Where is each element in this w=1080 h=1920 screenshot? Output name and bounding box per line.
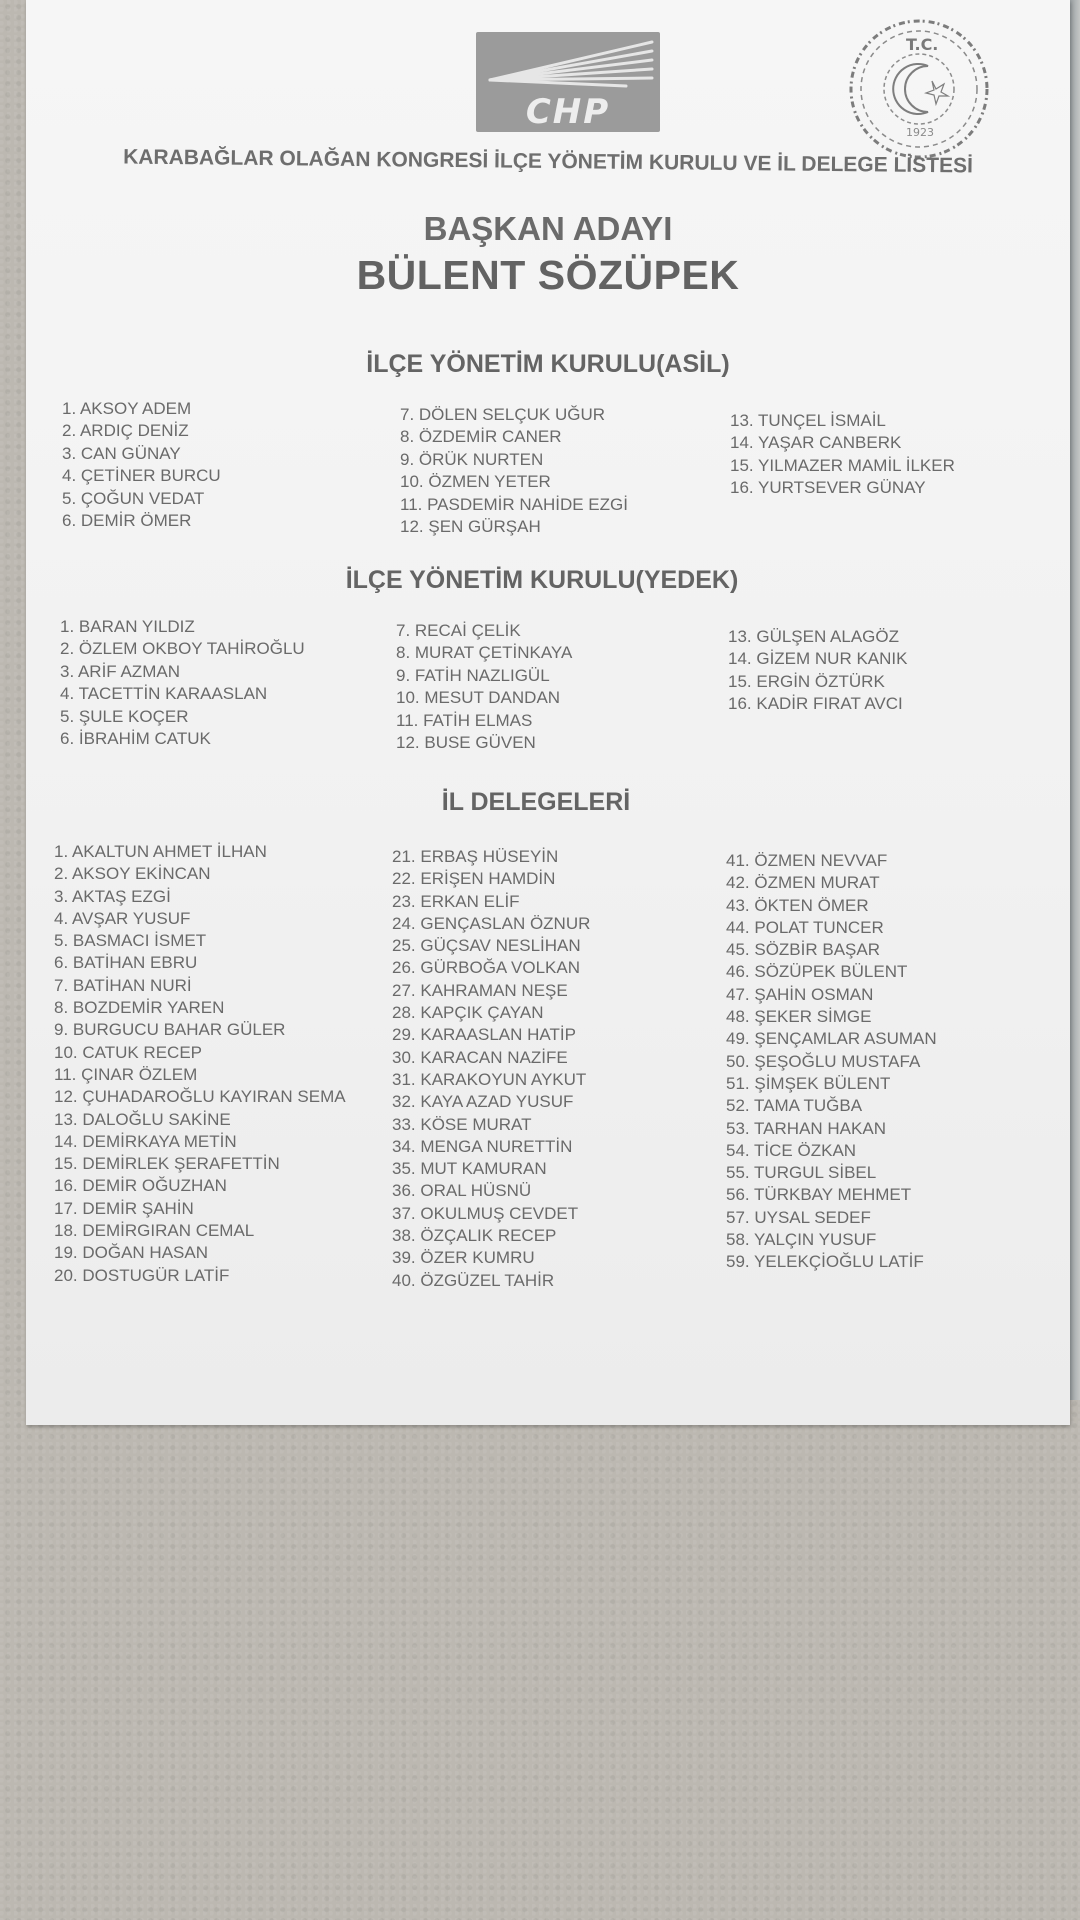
list-item: 30. KARACAN NAZİFE xyxy=(392,1047,568,1067)
list-item: 52. TAMA TUĞBA xyxy=(726,1096,863,1116)
list-item: 54. TİCE ÖZKAN xyxy=(726,1140,857,1160)
list-item: 6. DEMİR ÖMER xyxy=(62,511,192,531)
list-column xyxy=(54,841,346,1287)
list-item: 32. KAYA AZAD YUSUF xyxy=(392,1092,574,1112)
list-item: 43. ÖKTEN ÖMER xyxy=(726,895,869,915)
list-item: 42. ÖZMEN MURAT xyxy=(726,873,880,893)
stamp-text: T.C. xyxy=(906,35,939,54)
list-item: 50. ŞEŞOĞLU MUSTAFA xyxy=(726,1051,921,1071)
list-item: 11. ÇINAR ÖZLEM xyxy=(54,1064,198,1084)
svg-text:1923: 1923 xyxy=(906,126,934,139)
section-title-asil: İLÇE YÖNETİM KURULU(ASİL) xyxy=(366,350,730,378)
paper-sheet xyxy=(26,0,1070,1425)
list-item: 44. POLAT TUNCER xyxy=(726,917,884,937)
list-item: 28. KAPÇIK ÇAYAN xyxy=(392,1003,544,1023)
list-item: 17. DEMİR ŞAHİN xyxy=(54,1198,194,1218)
list-item: 4. ÇETİNER BURCU xyxy=(62,466,221,486)
list-item: 3. ARİF AZMAN xyxy=(60,661,180,681)
candidate-label: BAŞKAN ADAYI xyxy=(423,210,673,247)
list-item: 45. SÖZBİR BAŞAR xyxy=(726,940,880,960)
list-item: 15. YILMAZER MAMİL İLKER xyxy=(730,455,955,475)
list-item: 58. YALÇIN YUSUF xyxy=(726,1230,877,1250)
logo-text: CHP xyxy=(525,92,611,132)
list-item: 1. AKSOY ADEM xyxy=(62,399,192,418)
list-item: 6. BATİHAN EBRU xyxy=(54,953,198,973)
list-item: 40. ÖZGÜZEL TAHİR xyxy=(392,1270,555,1290)
list-item: 18. DEMİRGIRAN CEMAL xyxy=(54,1221,255,1241)
list-item: 21. ERBAŞ HÜSEYİN xyxy=(392,847,559,866)
list-item: 22. ERİŞEN HAMDİN xyxy=(392,869,556,889)
list-item: 20. DOSTUGÜR LATİF xyxy=(54,1265,230,1285)
chp-logo xyxy=(476,32,660,132)
list-item: 10. MESUT DANDAN xyxy=(396,688,561,708)
list-item: 37. OKULMUŞ CEVDET xyxy=(392,1203,579,1223)
list-item: 8. BOZDEMİR YAREN xyxy=(54,998,225,1018)
list-item: 31. KARAKOYUN AYKUT xyxy=(392,1069,587,1089)
list-column xyxy=(726,850,937,1274)
list-item: 8. ÖZDEMİR CANER xyxy=(400,427,562,447)
list-item: 4. TACETTİN KARAASLAN xyxy=(60,684,268,704)
list-item: 49. ŞENÇAMLAR ASUMAN xyxy=(726,1029,937,1049)
list-item: 1. AKALTUN AHMET İLHAN xyxy=(54,842,267,861)
list-item: 2. AKSOY EKİNCAN xyxy=(54,864,211,884)
list-item: 33. KÖSE MURAT xyxy=(392,1114,532,1134)
list-item: 2. ÖZLEM OKBOY TAHİROĞLU xyxy=(60,639,305,659)
paper-edge xyxy=(1070,0,1080,1400)
list-item: 9. ÖRÜK NURTEN xyxy=(400,449,544,469)
list-item: 7. BATİHAN NURİ xyxy=(54,975,192,995)
document-subtitle: KARABAĞLAR OLAĞAN KONGRESİ İLÇE YÖNETİM KURULU VE İL DELEGE LİSTESİ xyxy=(123,145,973,178)
list-item: 5. BASMACI İSMET xyxy=(54,931,207,951)
list-column xyxy=(396,620,572,754)
list-item: 48. ŞEKER SİMGE xyxy=(726,1007,872,1027)
list-item: 1. BARAN YILDIZ xyxy=(60,617,195,636)
list-item: 25. GÜÇSAV NESLİHAN xyxy=(392,936,581,956)
list-item: 46. SÖZÜPEK BÜLENT xyxy=(726,962,908,982)
list-item: 23. ERKAN ELİF xyxy=(392,891,520,911)
list-item: 59. YELEKÇİOĞLU LATİF xyxy=(726,1252,924,1272)
list-item: 6. İBRAHİM CATUK xyxy=(60,729,211,749)
list-item: 55. TURGUL SİBEL xyxy=(726,1163,877,1183)
list-item: 16. YURTSEVER GÜNAY xyxy=(730,478,926,498)
list-item: 35. MUT KAMURAN xyxy=(392,1159,547,1179)
list-item: 8. MURAT ÇETİNKAYA xyxy=(396,643,573,663)
list-item: 16. DEMİR OĞUZHAN xyxy=(54,1176,227,1196)
list-item: 16. KADİR FIRAT AVCI xyxy=(728,694,903,714)
list-item: 7. DÖLEN SELÇUK UĞUR xyxy=(400,405,605,424)
list-item: 36. ORAL HÜSNÜ xyxy=(392,1181,532,1201)
list-item: 5. ÇOĞUN VEDAT xyxy=(62,488,205,508)
list-item: 10. CATUK RECEP xyxy=(54,1042,203,1062)
list-item: 2. ARDIÇ DENİZ xyxy=(62,421,189,441)
list-item: 3. AKTAŞ EZGİ xyxy=(54,886,171,906)
list-item: 24. GENÇASLAN ÖZNUR xyxy=(392,913,591,933)
list-item: 53. TARHAN HAKAN xyxy=(726,1118,886,1138)
list-item: 12. BUSE GÜVEN xyxy=(396,733,536,753)
list-item: 13. DALOĞLU SAKİNE xyxy=(54,1109,231,1129)
list-item: 34. MENGA NURETTİN xyxy=(392,1136,573,1156)
list-item: 7. RECAİ ÇELİK xyxy=(396,621,521,640)
list-column xyxy=(62,398,221,532)
list-item: 26. GÜRBOĞA VOLKAN xyxy=(392,958,581,978)
section-title-delegates: İL DELEGELERİ xyxy=(441,788,631,816)
candidate-name: BÜLENT SÖZÜPEK xyxy=(356,252,740,298)
list-item: 9. FATİH NAZLIGÜL xyxy=(396,665,550,685)
list-item: 3. CAN GÜNAY xyxy=(62,443,181,463)
list-item: 4. AVŞAR YUSUF xyxy=(54,908,191,928)
list-item: 56. TÜRKBAY MEHMET xyxy=(726,1185,912,1205)
list-item: 12. ŞEN GÜRŞAH xyxy=(400,517,541,537)
list-item: 15. ERGİN ÖZTÜRK xyxy=(728,671,885,691)
list-item: 51. ŞİMŞEK BÜLENT xyxy=(726,1073,891,1093)
list-item: 12. ÇUHADAROĞLU KAYIRAN SEMA xyxy=(54,1087,346,1107)
list-item: 39. ÖZER KUMRU xyxy=(392,1248,535,1268)
list-item: 29. KARAASLAN HATİP xyxy=(392,1025,576,1045)
list-item: 15. DEMİRLEK ŞERAFETTİN xyxy=(54,1154,280,1174)
list-item: 14. DEMİRKAYA METİN xyxy=(54,1131,237,1151)
list-item: 57. UYSAL SEDEF xyxy=(726,1207,871,1227)
section-title-yedek: İLÇE YÖNETİM KURULU(YEDEK) xyxy=(345,566,739,594)
list-item: 10. ÖZMEN YETER xyxy=(400,472,551,492)
list-item: 11. FATİH ELMAS xyxy=(396,710,533,730)
list-item: 14. YAŞAR CANBERK xyxy=(730,433,902,453)
list-item: 9. BURGUCU BAHAR GÜLER xyxy=(54,1020,286,1040)
list-item: 14. GİZEM NUR KANIK xyxy=(728,649,908,669)
list-item: 13. GÜLŞEN ALAGÖZ xyxy=(728,627,900,646)
list-item: 5. ŞULE KOÇER xyxy=(60,706,189,726)
list-item: 38. ÖZÇALIK RECEP xyxy=(392,1226,557,1246)
list-item: 19. DOĞAN HASAN xyxy=(54,1243,208,1263)
list-column xyxy=(60,616,305,750)
list-column xyxy=(728,626,907,716)
list-item: 27. KAHRAMAN NEŞE xyxy=(392,980,568,1000)
official-stamp xyxy=(844,14,994,164)
list-item: 13. TUNÇEL İSMAİL xyxy=(730,411,886,430)
list-item: 47. ŞAHİN OSMAN xyxy=(726,984,874,1004)
list-column xyxy=(400,404,628,538)
list-item: 41. ÖZMEN NEVVAF xyxy=(726,851,888,870)
list-item: 11. PASDEMİR NAHİDE EZGİ xyxy=(400,494,628,514)
list-column xyxy=(392,846,590,1292)
list-column xyxy=(730,410,955,500)
